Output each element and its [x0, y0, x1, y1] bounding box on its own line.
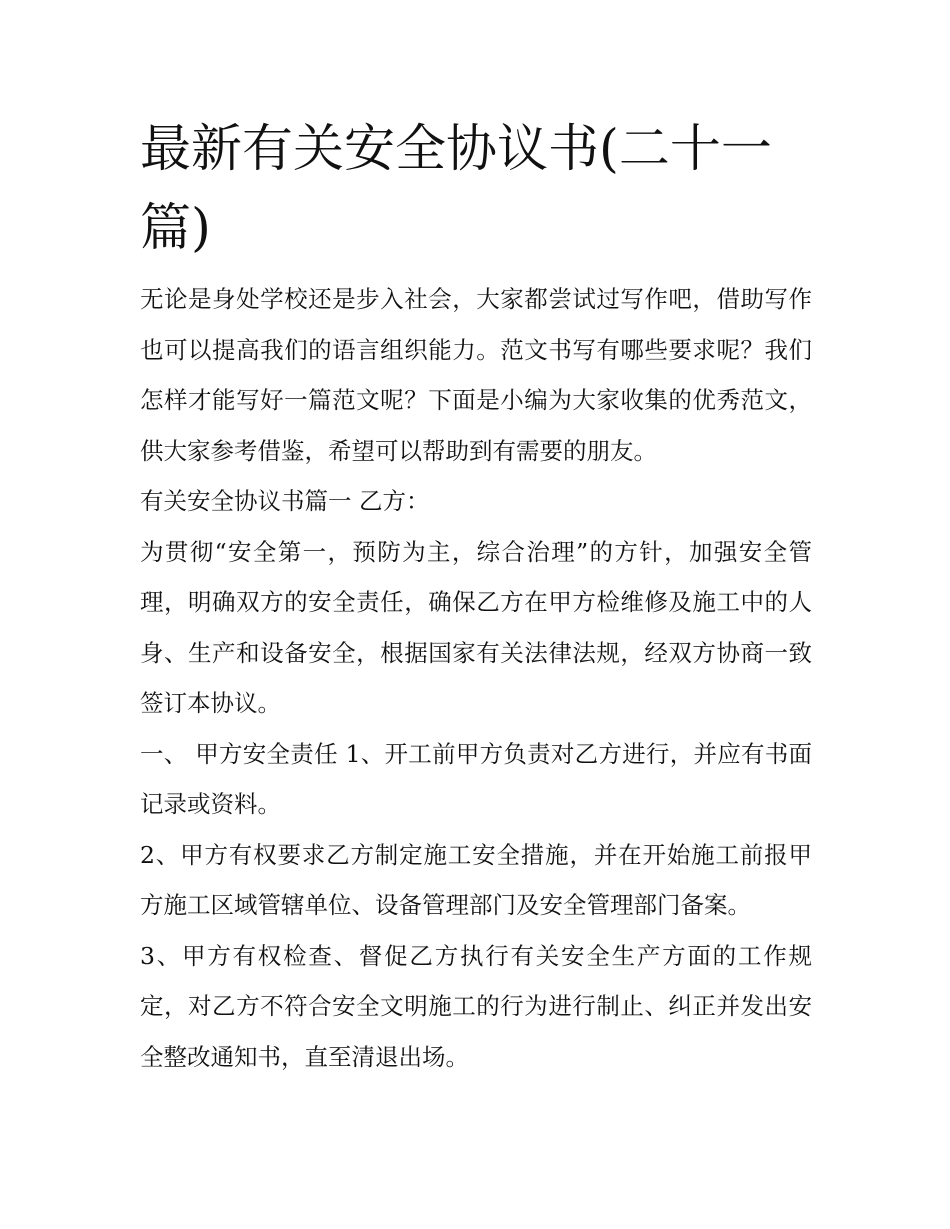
intro-paragraph: 无论是身处学校还是步入社会，大家都尝试过写作吧，借助写作也可以提高我们的语言组织能力。范文书写有哪些要求呢？我们怎样才能写好一篇范文呢？下面是小编为大家收集的优秀范文，供大家参考借鉴，希望可以帮助到有需要的朋友。: [140, 285, 812, 465]
document-title: 最新有关安全协议书(二十一篇): [140, 120, 772, 258]
section-heading-party-b: 有关安全协议书篇一 乙方：: [140, 487, 430, 515]
clause-3: 3、甲方有权检查、督促乙方执行有关安全生产方面的工作规定，对乙方不符合安全文明施工的行为进行制止、纠正并发出安全整改通知书，直至清退出场。: [140, 941, 812, 1071]
purpose-paragraph: 为贯彻“安全第一，预防为主，综合治理”的方针，加强安全管理，明确双方的安全责任，确保乙方在甲方检维修及施工中的人身、生产和设备安全，根据国家有关法律法规，经双方协商一致签订本协议。: [140, 537, 812, 717]
clause-party-a-responsibility-1: 一、 甲方安全责任 1、开工前甲方负责对乙方进行，并应有书面记录或资料。: [140, 739, 812, 818]
document-page: [140, 110, 812, 1082]
clause-2: 2、甲方有权要求乙方制定施工安全措施，并在开始施工前报甲方施工区域管辖单位、设备管理部门及安全管理部门备案。: [140, 840, 812, 919]
